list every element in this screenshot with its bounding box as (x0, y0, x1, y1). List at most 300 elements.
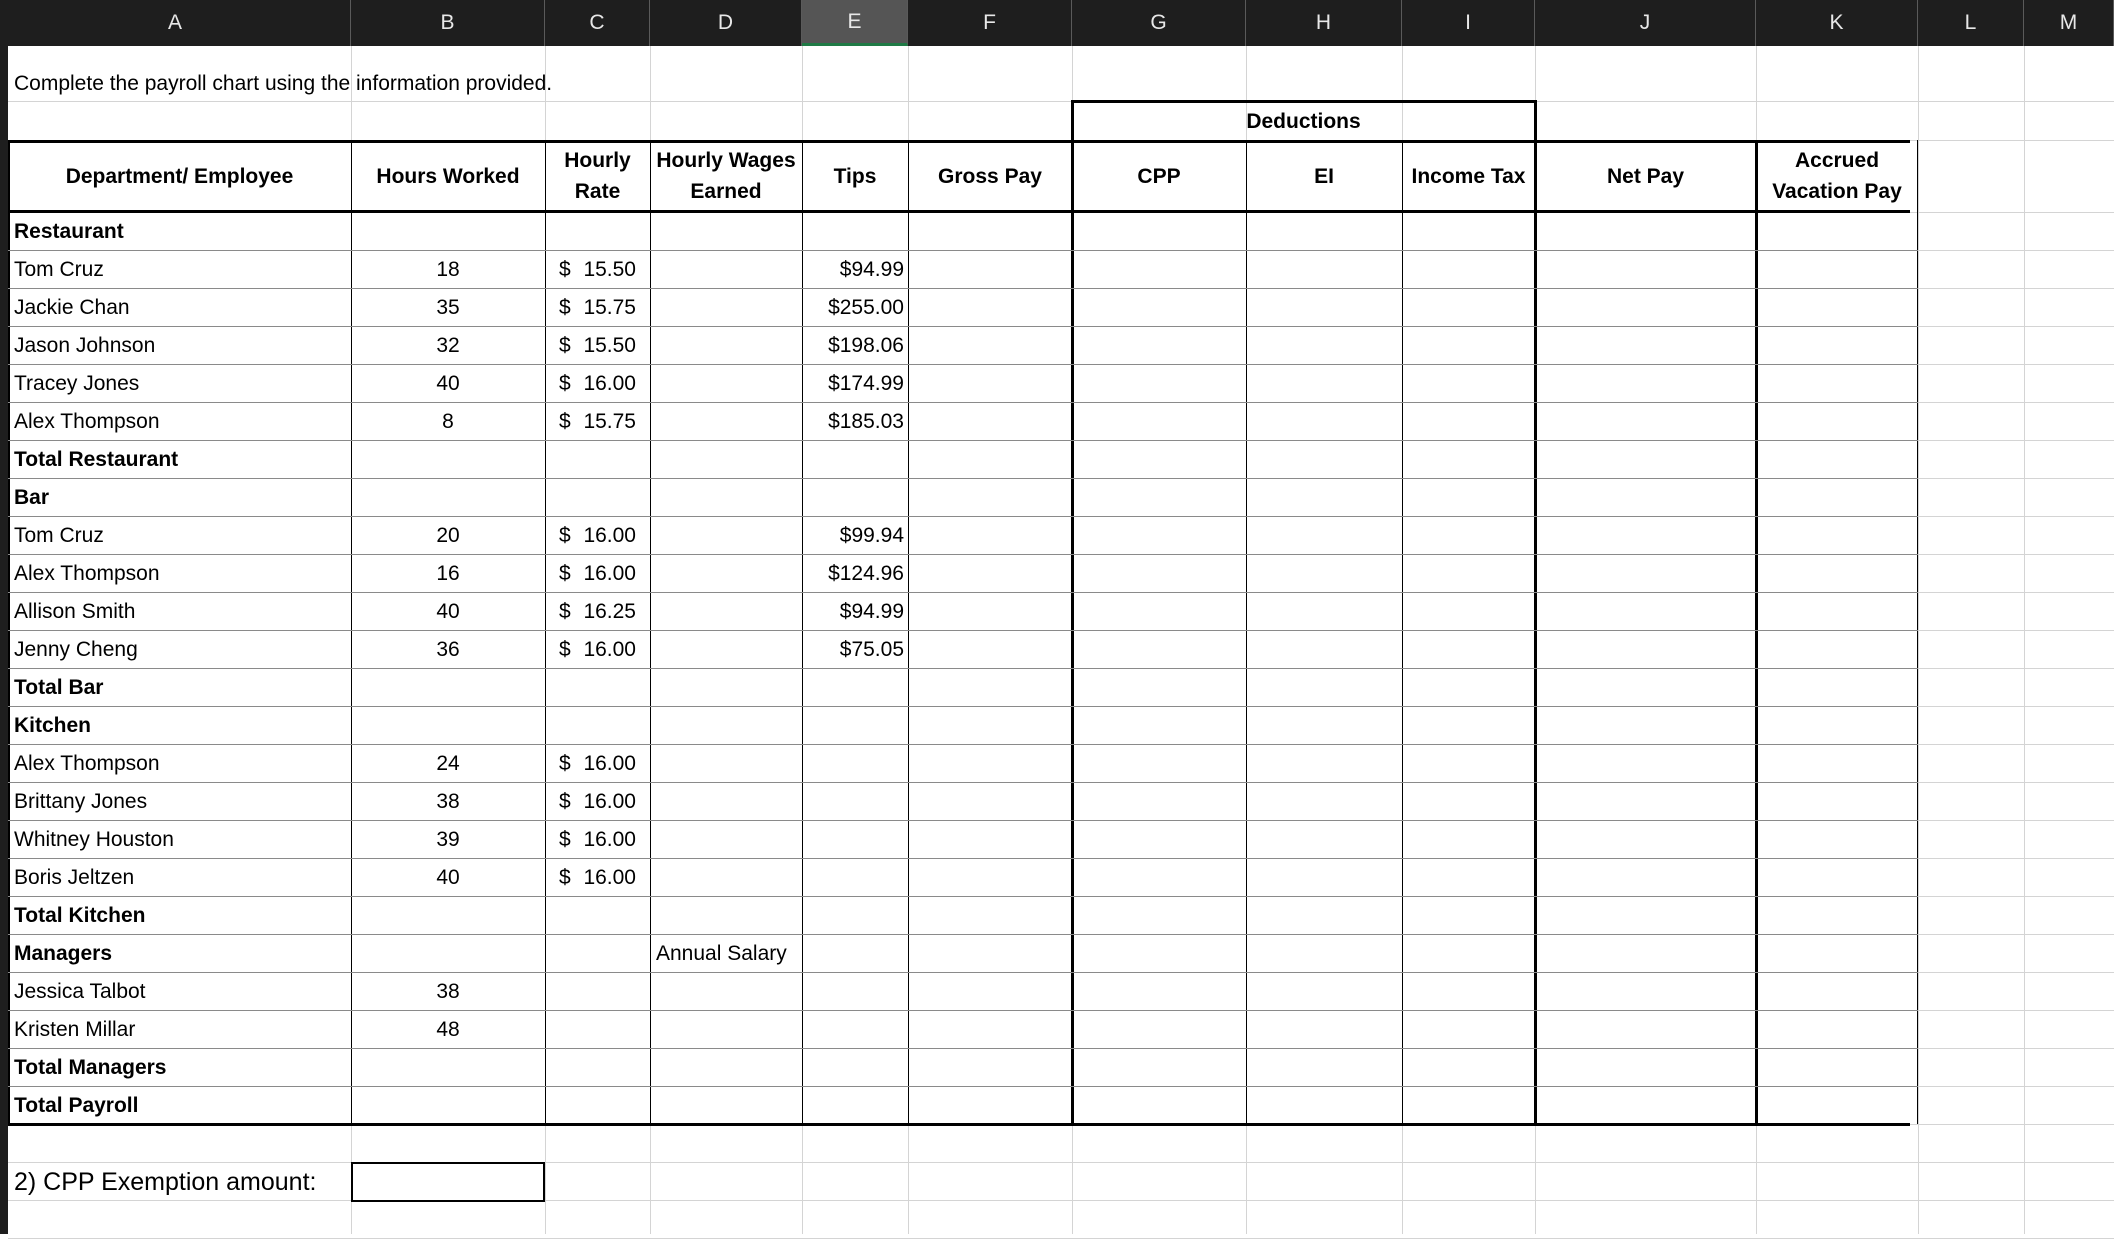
tips-cell[interactable]: $255.00 (828, 295, 904, 319)
cpp-cell[interactable] (1072, 706, 1246, 744)
tips-cell[interactable]: $185.03 (828, 409, 904, 433)
ei-cell[interactable] (1246, 896, 1402, 934)
cpp-cell[interactable] (1072, 288, 1246, 326)
accrued-vacation-pay-cell[interactable] (1756, 478, 1918, 516)
cpp-cell[interactable] (1072, 630, 1246, 668)
ei-cell[interactable] (1246, 554, 1402, 592)
gross-pay-cell[interactable] (908, 212, 1072, 250)
gross-pay-cell[interactable] (908, 972, 1072, 1010)
income-tax-cell[interactable] (1402, 250, 1535, 288)
hours-worked-cell[interactable]: 32 (436, 333, 460, 357)
employee-name[interactable]: Allison Smith (14, 599, 136, 623)
hours-worked-cell[interactable] (351, 706, 545, 744)
employee-name[interactable]: Jackie Chan (14, 295, 130, 319)
tips-cell[interactable] (802, 478, 908, 516)
net-pay-cell[interactable] (1535, 250, 1756, 288)
row-separator (8, 934, 1918, 935)
section-label[interactable]: Total Payroll (14, 1093, 139, 1117)
hourly-rate-cell[interactable] (545, 858, 650, 896)
row-separator (8, 592, 1918, 593)
accrued-vacation-pay-cell[interactable] (1756, 212, 1918, 250)
hourly-wages-cell[interactable] (650, 782, 802, 820)
cpp-cell[interactable] (1072, 782, 1246, 820)
cpp-cell[interactable] (1072, 1010, 1246, 1048)
income-tax-cell[interactable] (1402, 630, 1535, 668)
net-pay-cell[interactable] (1535, 972, 1756, 1010)
ei-cell[interactable] (1246, 630, 1402, 668)
hours-worked-cell[interactable] (351, 934, 545, 972)
net-pay-cell[interactable] (1535, 744, 1756, 782)
income-tax-cell[interactable] (1402, 972, 1535, 1010)
cpp-cell[interactable] (1072, 668, 1246, 706)
hours-worked-cell[interactable] (351, 896, 545, 934)
table-bottom-border (8, 1123, 1910, 1126)
accrued-vacation-pay-cell[interactable] (1756, 934, 1918, 972)
row-separator (8, 706, 1918, 707)
cpp-cell[interactable] (1072, 440, 1246, 478)
header-department-employee: Department/ Employee (65, 164, 294, 188)
currency-symbol: $ (559, 751, 571, 775)
employee-name[interactable]: Boris Jeltzen (14, 865, 135, 889)
income-tax-cell[interactable] (1402, 1086, 1535, 1124)
income-tax-cell[interactable] (1402, 706, 1535, 744)
hourly-wages-cell[interactable] (650, 478, 802, 516)
hours-worked-cell[interactable]: 40 (436, 865, 460, 889)
net-pay-cell[interactable] (1535, 516, 1756, 554)
accrued-vacation-pay-cell[interactable] (1756, 402, 1918, 440)
column-header-m[interactable]: M (2024, 0, 2114, 46)
deductions-left-border (1071, 100, 1074, 1124)
accrued-vacation-pay-cell[interactable] (1756, 744, 1918, 782)
gridline-vertical (1918, 46, 1919, 1234)
hourly-wages-cell[interactable] (650, 592, 802, 630)
row-separator (8, 516, 1918, 517)
cpp-cell[interactable] (1072, 212, 1246, 250)
hours-worked-cell[interactable]: 38 (436, 979, 460, 1003)
column-header-l[interactable]: L (1918, 0, 2024, 46)
gross-pay-cell[interactable] (908, 554, 1072, 592)
ei-cell[interactable] (1246, 744, 1402, 782)
hourly-rate-cell[interactable] (545, 668, 650, 706)
hourly-wages-cell[interactable] (650, 706, 802, 744)
hours-worked-cell[interactable]: 48 (436, 1017, 460, 1041)
column-header-b[interactable]: B (351, 0, 545, 46)
hourly-wages-cell[interactable] (650, 630, 802, 668)
tips-cell[interactable]: $99.94 (839, 523, 904, 547)
ei-cell[interactable] (1246, 516, 1402, 554)
row-separator (8, 744, 1918, 745)
hourly-rate-cell[interactable] (545, 1086, 650, 1124)
hourly-rate-cell[interactable] (545, 744, 650, 782)
cpp-cell[interactable] (1072, 402, 1246, 440)
net-pay-cell[interactable] (1535, 934, 1756, 972)
section-label[interactable]: Restaurant (14, 219, 124, 243)
column-header-f[interactable]: F (908, 0, 1072, 46)
income-tax-cell[interactable] (1402, 782, 1535, 820)
employee-name[interactable]: Alex Thompson (14, 561, 160, 585)
hourly-wages-cell[interactable] (650, 858, 802, 896)
income-tax-cell[interactable] (1402, 592, 1535, 630)
hourly-wages-cell[interactable] (650, 402, 802, 440)
income-tax-cell[interactable] (1402, 668, 1535, 706)
income-tax-cell[interactable] (1402, 326, 1535, 364)
accrued-vacation-pay-cell[interactable] (1756, 668, 1918, 706)
employee-name[interactable]: Brittany Jones (14, 789, 148, 813)
gross-pay-cell[interactable] (908, 364, 1072, 402)
ei-cell[interactable] (1246, 592, 1402, 630)
accrued-vacation-pay-cell[interactable] (1756, 440, 1918, 478)
net-pay-cell[interactable] (1535, 668, 1756, 706)
hourly-rate-cell[interactable] (545, 364, 650, 402)
gross-pay-cell[interactable] (908, 1048, 1072, 1086)
header-hourly-rate (545, 140, 650, 212)
section-label[interactable]: Total Managers (14, 1055, 167, 1079)
cpp-cell[interactable] (1072, 478, 1246, 516)
gross-pay-cell[interactable] (908, 744, 1072, 782)
hours-worked-cell[interactable]: 20 (436, 523, 460, 547)
accrued-vacation-pay-cell[interactable] (1756, 288, 1918, 326)
tips-cell[interactable] (802, 668, 908, 706)
column-header-k[interactable]: K (1756, 0, 1918, 46)
net-pay-cell[interactable] (1535, 288, 1756, 326)
tips-cell[interactable]: $198.06 (828, 333, 904, 357)
net-pay-cell[interactable] (1535, 212, 1756, 250)
cpp-cell[interactable] (1072, 858, 1246, 896)
net-pay-cell[interactable] (1535, 440, 1756, 478)
gross-pay-cell[interactable] (908, 934, 1072, 972)
hourly-rate-cell[interactable] (545, 592, 650, 630)
income-tax-cell[interactable] (1402, 1010, 1535, 1048)
tips-cell[interactable] (802, 1010, 908, 1048)
hourly-wages-cell[interactable] (650, 516, 802, 554)
tips-cell[interactable]: $124.96 (828, 561, 904, 585)
income-tax-cell[interactable] (1402, 858, 1535, 896)
tips-cell[interactable] (802, 820, 908, 858)
tips-cell[interactable] (802, 212, 908, 250)
tips-cell[interactable] (802, 858, 908, 896)
hours-worked-cell[interactable]: 40 (436, 371, 460, 395)
ei-cell[interactable] (1246, 668, 1402, 706)
ei-cell[interactable] (1246, 440, 1402, 478)
employee-name[interactable]: Jessica Talbot (14, 979, 146, 1003)
hours-worked-cell[interactable]: 36 (436, 637, 460, 661)
net-pay-cell[interactable] (1535, 820, 1756, 858)
section-label[interactable]: Kitchen (14, 713, 92, 737)
tips-cell[interactable] (802, 440, 908, 478)
cpp-cell[interactable] (1072, 744, 1246, 782)
hourly-wages-cell[interactable] (650, 1010, 802, 1048)
hourly-wages-cell[interactable] (650, 250, 802, 288)
hourly-rate-cell[interactable] (545, 630, 650, 668)
gross-pay-cell[interactable] (908, 478, 1072, 516)
accrued-vacation-pay-cell[interactable] (1756, 858, 1918, 896)
hourly-wages-cell[interactable]: Annual Salary (656, 941, 787, 965)
hourly-wages-cell[interactable] (650, 440, 802, 478)
gross-pay-cell[interactable] (908, 858, 1072, 896)
accrued-vacation-pay-cell[interactable] (1756, 250, 1918, 288)
column-header-g[interactable]: G (1072, 0, 1246, 46)
tips-cell[interactable]: $174.99 (828, 371, 904, 395)
gross-pay-cell[interactable] (908, 326, 1072, 364)
net-pay-cell[interactable] (1535, 1048, 1756, 1086)
header-hourly-wages-earned (650, 140, 802, 212)
tips-cell[interactable] (802, 972, 908, 1010)
gross-pay-cell[interactable] (908, 896, 1072, 934)
employee-name[interactable]: Jenny Cheng (14, 637, 138, 661)
hourly-wages-cell[interactable] (650, 364, 802, 402)
hourly-wages-cell[interactable] (650, 1086, 802, 1124)
ei-cell[interactable] (1246, 934, 1402, 972)
income-tax-cell[interactable] (1402, 212, 1535, 250)
employee-name[interactable]: Kristen Millar (14, 1017, 136, 1041)
hourly-wages-cell[interactable] (650, 668, 802, 706)
net-pay-cell[interactable] (1535, 364, 1756, 402)
tips-cell[interactable] (802, 1086, 908, 1124)
employee-name[interactable]: Tracey Jones (14, 371, 140, 395)
ei-cell[interactable] (1246, 858, 1402, 896)
income-tax-cell[interactable] (1402, 934, 1535, 972)
accrued-vacation-pay-cell[interactable] (1756, 1048, 1918, 1086)
hourly-rate-cell[interactable] (545, 972, 650, 1010)
column-header-h[interactable]: H (1246, 0, 1402, 46)
hours-worked-cell[interactable]: 35 (436, 295, 460, 319)
hourly-rate-cell[interactable] (545, 1048, 650, 1086)
hours-worked-cell[interactable]: 39 (436, 827, 460, 851)
section-label[interactable]: Bar (14, 485, 50, 509)
employee-name[interactable]: Alex Thompson (14, 751, 160, 775)
net-pay-cell[interactable] (1535, 592, 1756, 630)
tips-cell[interactable] (802, 782, 908, 820)
gross-pay-cell[interactable] (908, 1010, 1072, 1048)
income-tax-cell[interactable] (1402, 744, 1535, 782)
hours-worked-cell[interactable]: 38 (436, 789, 460, 813)
column-header-c[interactable]: C (545, 0, 650, 46)
income-tax-cell[interactable] (1402, 478, 1535, 516)
hourly-rate-cell[interactable] (545, 516, 650, 554)
accrued-vacation-pay-cell[interactable] (1756, 706, 1918, 744)
tips-cell[interactable] (802, 934, 908, 972)
gross-pay-cell[interactable] (908, 630, 1072, 668)
hourly-rate-cell[interactable] (545, 554, 650, 592)
ei-cell[interactable] (1246, 1048, 1402, 1086)
hourly-wages-cell[interactable] (650, 896, 802, 934)
ei-cell[interactable] (1246, 706, 1402, 744)
gross-pay-cell[interactable] (908, 592, 1072, 630)
cpp-cell[interactable] (1072, 326, 1246, 364)
income-tax-cell[interactable] (1402, 516, 1535, 554)
ei-cell[interactable] (1246, 1086, 1402, 1124)
hours-worked-cell[interactable] (351, 1086, 545, 1124)
ei-cell[interactable] (1246, 1010, 1402, 1048)
net-pay-cell[interactable] (1535, 630, 1756, 668)
cpp-cell[interactable] (1072, 896, 1246, 934)
hourly-wages-cell[interactable] (650, 820, 802, 858)
income-tax-cell[interactable] (1402, 820, 1535, 858)
net-pay-cell[interactable] (1535, 1010, 1756, 1048)
hourly-wages-cell[interactable] (650, 554, 802, 592)
employee-name[interactable]: Alex Thompson (14, 409, 160, 433)
header-net-pay: Net Pay (1606, 164, 1685, 188)
ei-cell[interactable] (1246, 782, 1402, 820)
accrued-vacation-pay-cell[interactable] (1756, 326, 1918, 364)
section-label[interactable]: Total Bar (14, 675, 104, 699)
tips-cell[interactable] (802, 744, 908, 782)
employee-name[interactable]: Jason Johnson (14, 333, 156, 357)
cpp-cell[interactable] (1072, 820, 1246, 858)
hours-worked-cell[interactable]: 8 (442, 409, 454, 433)
section-label[interactable]: Total Restaurant (14, 447, 179, 471)
accrued-vacation-pay-cell[interactable] (1756, 820, 1918, 858)
hours-worked-cell[interactable]: 40 (436, 599, 460, 623)
hourly-rate-cell[interactable] (545, 212, 650, 250)
net-pay-cell[interactable] (1535, 554, 1756, 592)
tips-cell[interactable] (802, 706, 908, 744)
accrued-vacation-pay-cell[interactable] (1756, 630, 1918, 668)
tips-cell[interactable] (802, 1048, 908, 1086)
header-hourly-rate-line1: Hourly (564, 148, 631, 172)
hourly-rate-cell[interactable] (545, 1010, 650, 1048)
cpp-cell[interactable] (1072, 592, 1246, 630)
employee-name[interactable]: Tom Cruz (14, 257, 104, 281)
hourly-wages-cell[interactable] (650, 288, 802, 326)
header-hourly-wages-earned-line1: Hourly Wages (656, 148, 796, 172)
cpp-exemption-input[interactable] (351, 1162, 545, 1202)
ei-cell[interactable] (1246, 972, 1402, 1010)
net-pay-cell[interactable] (1535, 858, 1756, 896)
hourly-rate-cell[interactable] (545, 402, 650, 440)
income-tax-cell[interactable] (1402, 440, 1535, 478)
hourly-rate-cell[interactable] (545, 288, 650, 326)
hourly-rate-cell[interactable] (545, 440, 650, 478)
ei-cell[interactable] (1246, 326, 1402, 364)
hourly-wages-cell[interactable] (650, 744, 802, 782)
currency-symbol: $ (559, 257, 571, 281)
gross-pay-cell[interactable] (908, 782, 1072, 820)
column-header-d[interactable]: D (650, 0, 802, 46)
cpp-cell[interactable] (1072, 250, 1246, 288)
hours-worked-cell[interactable] (351, 1048, 545, 1086)
hourly-rate-cell[interactable] (545, 896, 650, 934)
cpp-cell[interactable] (1072, 516, 1246, 554)
cpp-cell[interactable] (1072, 1086, 1246, 1124)
column-header-e[interactable]: E (802, 0, 908, 46)
net-pay-cell[interactable] (1535, 1086, 1756, 1124)
column-header-i[interactable]: I (1402, 0, 1535, 46)
ei-cell[interactable] (1246, 820, 1402, 858)
income-tax-cell[interactable] (1402, 364, 1535, 402)
row-separator (8, 896, 1918, 897)
gross-pay-cell[interactable] (908, 402, 1072, 440)
accrued-vacation-pay-cell[interactable] (1756, 896, 1918, 934)
hourly-rate-cell[interactable] (545, 782, 650, 820)
gross-pay-cell[interactable] (908, 440, 1072, 478)
hours-worked-cell[interactable]: 24 (436, 751, 460, 775)
accrued-vacation-pay-cell[interactable] (1756, 1010, 1918, 1048)
income-tax-cell[interactable] (1402, 288, 1535, 326)
net-pay-cell[interactable] (1535, 402, 1756, 440)
hourly-rate-cell[interactable] (545, 250, 650, 288)
ei-cell[interactable] (1246, 212, 1402, 250)
hourly-rate-cell[interactable] (545, 478, 650, 516)
net-pay-cell[interactable] (1535, 782, 1756, 820)
hourly-rate-cell[interactable] (545, 820, 650, 858)
gross-pay-cell[interactable] (908, 288, 1072, 326)
hourly-wages-cell[interactable] (650, 326, 802, 364)
ei-cell[interactable] (1246, 250, 1402, 288)
hourly-rate-cell[interactable] (545, 934, 650, 972)
hours-worked-cell[interactable] (351, 668, 545, 706)
row-separator (8, 1048, 1918, 1049)
hours-worked-cell[interactable]: 18 (436, 257, 460, 281)
accrued-vacation-pay-cell[interactable] (1756, 364, 1918, 402)
gridline-vertical (2024, 46, 2025, 1234)
gross-pay-cell[interactable] (908, 1086, 1072, 1124)
header-accrued-vacation-pay-line1: Accrued (1794, 148, 1880, 172)
gross-pay-cell[interactable] (908, 516, 1072, 554)
gross-pay-cell[interactable] (908, 706, 1072, 744)
hours-worked-cell[interactable] (351, 212, 545, 250)
income-tax-cell[interactable] (1402, 896, 1535, 934)
gross-pay-cell[interactable] (908, 820, 1072, 858)
ei-cell[interactable] (1246, 288, 1402, 326)
cpp-cell[interactable] (1072, 972, 1246, 1010)
deductions-header: Deductions (1246, 109, 1361, 133)
hourly-wages-cell[interactable] (650, 212, 802, 250)
section-label[interactable]: Managers (14, 941, 113, 965)
ei-cell[interactable] (1246, 364, 1402, 402)
cpp-cell[interactable] (1072, 554, 1246, 592)
tips-cell[interactable] (802, 896, 908, 934)
gross-pay-cell[interactable] (908, 668, 1072, 706)
hours-worked-cell[interactable] (351, 440, 545, 478)
cpp-cell[interactable] (1072, 364, 1246, 402)
hourly-rate-cell[interactable] (545, 706, 650, 744)
accrued-vacation-pay-cell[interactable] (1756, 516, 1918, 554)
accrued-vacation-pay-cell[interactable] (1756, 782, 1918, 820)
income-tax-cell[interactable] (1402, 1048, 1535, 1086)
tips-cell[interactable]: $75.05 (839, 637, 904, 661)
net-pay-cell[interactable] (1535, 896, 1756, 934)
accrued-vacation-pay-cell[interactable] (1756, 592, 1918, 630)
accrued-vacation-pay-cell[interactable] (1756, 972, 1918, 1010)
cpp-cell[interactable] (1072, 934, 1246, 972)
hourly-rate-cell[interactable] (545, 326, 650, 364)
section-label[interactable]: Total Kitchen (14, 903, 146, 927)
gross-pay-cell[interactable] (908, 250, 1072, 288)
net-pay-cell[interactable] (1535, 326, 1756, 364)
cpp-cell[interactable] (1072, 1048, 1246, 1086)
hours-worked-cell[interactable] (351, 478, 545, 516)
tips-cell[interactable]: $94.99 (839, 599, 904, 623)
column-header-j[interactable]: J (1535, 0, 1756, 46)
table-top-border (8, 140, 1910, 143)
column-header-a[interactable]: A (0, 0, 351, 46)
hours-worked-cell[interactable]: 16 (436, 561, 460, 585)
income-tax-cell[interactable] (1402, 402, 1535, 440)
ei-cell[interactable] (1246, 402, 1402, 440)
hourly-wages-cell[interactable] (650, 1048, 802, 1086)
tips-cell[interactable]: $94.99 (839, 257, 904, 281)
accrued-vacation-pay-cell[interactable] (1756, 1086, 1918, 1124)
employee-name[interactable]: Tom Cruz (14, 523, 104, 547)
income-tax-cell[interactable] (1402, 554, 1535, 592)
net-pay-cell[interactable] (1535, 478, 1756, 516)
hourly-wages-cell[interactable] (650, 972, 802, 1010)
ei-cell[interactable] (1246, 478, 1402, 516)
net-pay-cell[interactable] (1535, 706, 1756, 744)
accrued-vacation-pay-cell[interactable] (1756, 554, 1918, 592)
employee-name[interactable]: Whitney Houston (14, 827, 174, 851)
